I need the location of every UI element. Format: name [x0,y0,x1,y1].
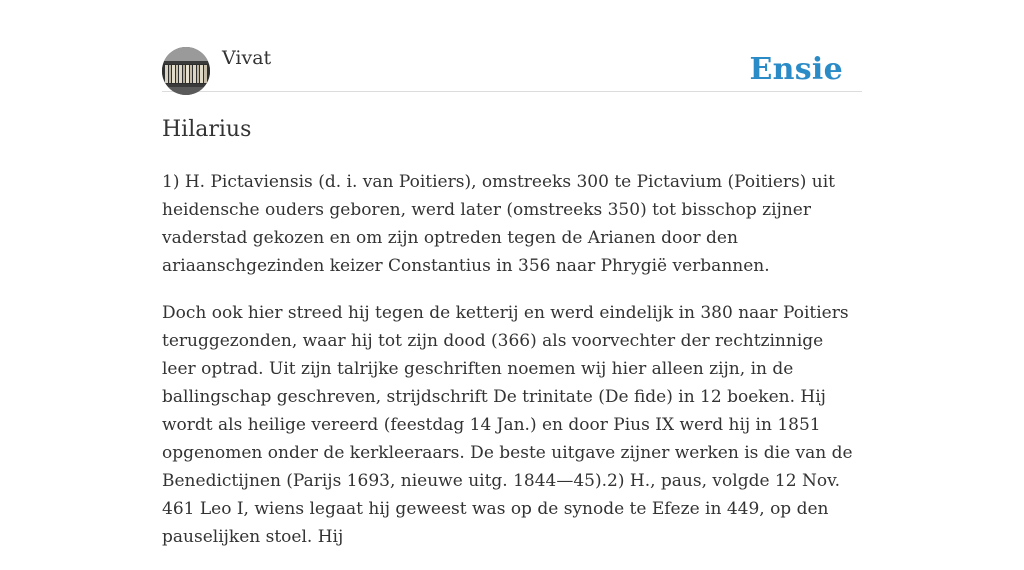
brand-logo[interactable]: Ensie [749,52,843,87]
article-paragraph: Doch ook hier streed hij tegen de ketterij en werd eindelijk in 380 naar Poitiers teruggezonden, waar hij tot zijn dood (366) als voorvechter der rechtzinnige leer optrad. Uit zijn talrijke geschriften noemen wij hier alleen zijn, in de ballingschap geschreven, strijdschrift De trinitate (De fide) in 12 boeken. Hij wordt als heilige vereerd (feestdag 14 Jan.) en door Pius IX werd hij in 1851 opgenomen onder de kerkleeraars. De beste uitgave zijner werken is die van de Benedictijnen (Parijs 1693, nieuwe uitg. 1844—45).2) H., paus, volgde 12 Nov. 461 Leo I, wiens legaat hij geweest was op de synode te Efeze in 449, op den pauselijken stoel. Hij [162,303,853,547]
source-name[interactable]: Vivat [222,47,272,69]
article-body [162,168,862,570]
bookshelf-avatar-icon[interactable] [162,47,210,95]
page [162,0,862,547]
page-title: Hilarius [162,117,252,142]
header [162,0,862,92]
article-paragraph: 1) H. Pictaviensis (d. i. van Poitiers), omstreeks 300 te Pictavium (Poitiers) uit heidensche ouders geboren, werd later (omstreeks 350) tot bisschop zijner vaderstad gekozen en om zijn optreden tegen de Arianen door den ariaanschgezinden keizer Constantius in 356 naar Phrygië verbannen. [162,172,835,276]
bookshelf-icon [162,47,210,95]
